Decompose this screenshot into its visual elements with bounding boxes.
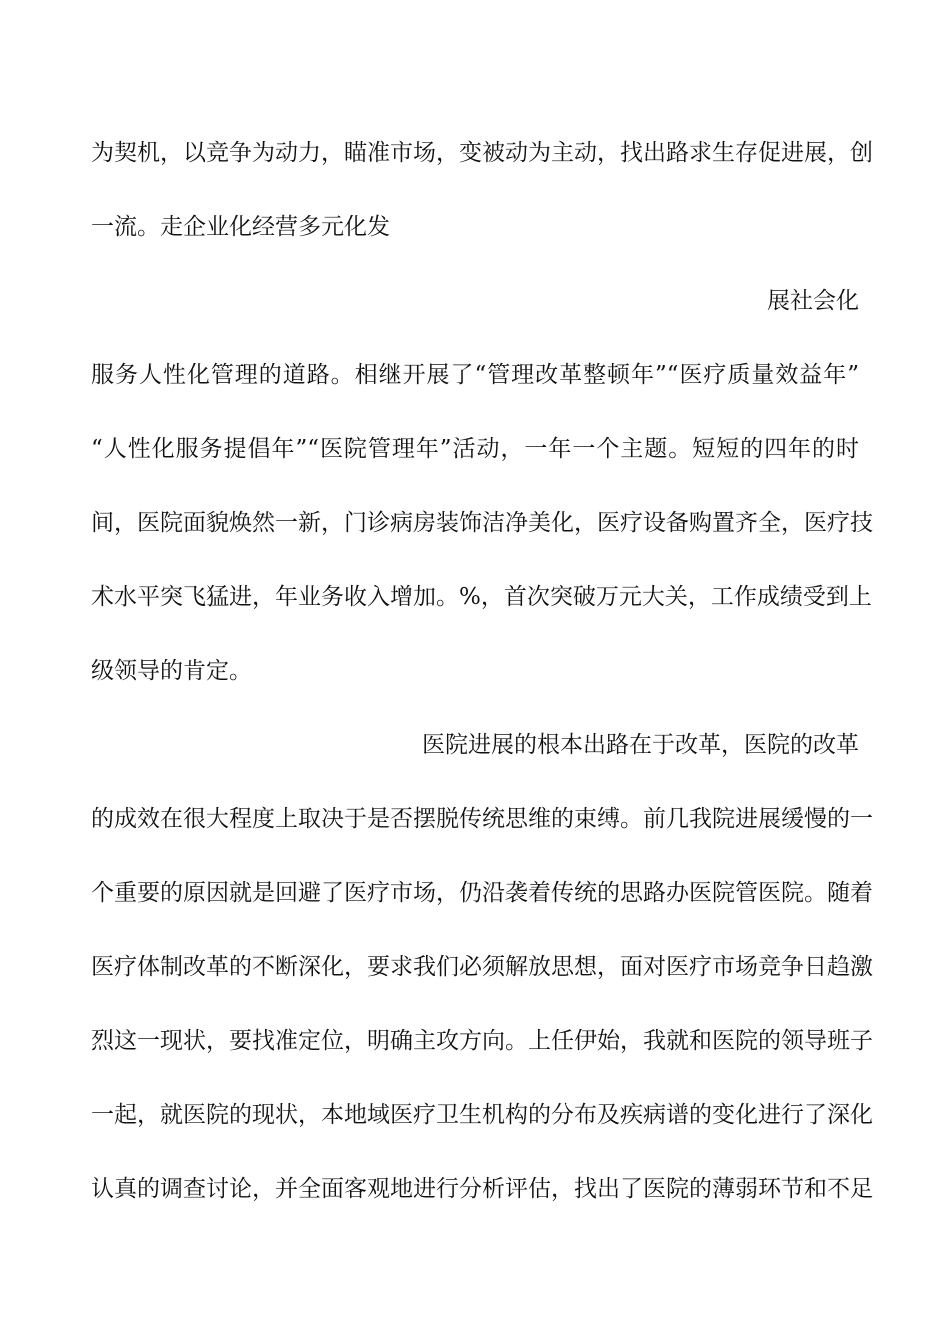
text-line-13: 烈这一现状，要找准定位，明确主攻方向。上任伊始，我就和医院的领导班子 xyxy=(91,1028,873,1054)
text-line-12: 医疗体制改革的不断深化，要求我们必须解放思想，面对医疗市场竞争日趋激 xyxy=(91,954,873,980)
text-line-15: 认真的调查讨论，并全面客观地进行分析评估，找出了医院的薄弱环节和不足 xyxy=(91,1176,873,1202)
text-line-4: 服务人性化管理的道路。相继开展了“管理改革整顿年”“医疗质量效益年” xyxy=(91,362,859,388)
text-line-6: 间，医院面貌焕然一新，门诊病房装饰洁净美化，医疗设备购置齐全，医疗技 xyxy=(91,510,873,536)
text-line-10: 的成效在很大程度上取决于是否摆脱传统思维的束缚。前几我院进展缓慢的一 xyxy=(91,806,873,832)
text-line-7: 术水平突飞猛进，年业务收入增加。%，首次突破万元大关，工作成绩受到上 xyxy=(91,584,872,610)
text-line-5: “人性化服务提倡年”“医院管理年”活动，一年一个主题。短短的四年的时 xyxy=(91,436,859,462)
text-line-11: 个重要的原因就是回避了医疗市场，仍沿袭着传统的思路办医院管医院。随着 xyxy=(91,880,873,906)
text-line-9: 医院进展的根本出路在于改革，医院的改革 xyxy=(422,732,859,758)
text-line-3: 展社会化 xyxy=(767,288,859,314)
text-line-1: 为契机，以竞争为动力，瞄准市场，变被动为主动，找出路求生存促进展，创 xyxy=(91,140,873,166)
text-line-14: 一起，就医院的现状，本地域医疗卫生机构的分布及疾病谱的变化进行了深化 xyxy=(91,1102,873,1128)
text-line-8: 级领导的肯定。 xyxy=(91,658,252,684)
text-line-2: 一流。走企业化经营多元化发 xyxy=(91,214,390,240)
